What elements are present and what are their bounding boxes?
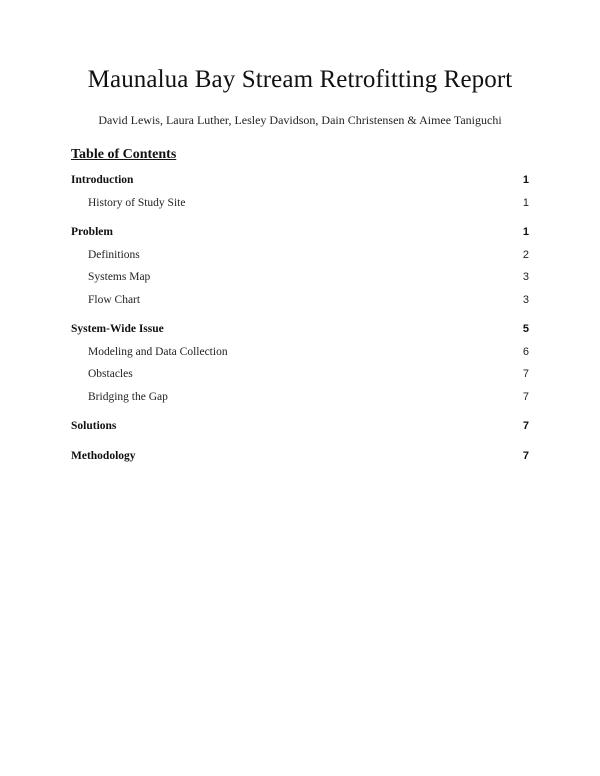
toc-entry-label: Problem bbox=[71, 226, 113, 238]
toc-heading: Table of Contents bbox=[71, 147, 177, 162]
toc-entry-problem[interactable] bbox=[71, 226, 529, 242]
toc-entry-introduction[interactable] bbox=[71, 174, 529, 190]
author-list: David Lewis, Laura Luther, Lesley Davidson, Dain Christensen & Aimee Taniguchi bbox=[98, 113, 502, 127]
toc-entry-obstacles[interactable] bbox=[71, 368, 529, 384]
toc-entry-page: 5 bbox=[522, 323, 529, 335]
toc-entry-label: Bridging the Gap bbox=[88, 391, 168, 403]
toc-entry-page: 7 bbox=[522, 450, 529, 462]
toc-entry-label: Solutions bbox=[71, 420, 117, 432]
document-title: Maunalua Bay Stream Retrofitting Report bbox=[87, 66, 513, 93]
toc-entry-label: System-Wide Issue bbox=[71, 323, 164, 335]
toc-entry-page: 6 bbox=[522, 346, 529, 358]
toc-entry-modeling-and-data-collection[interactable] bbox=[71, 346, 529, 362]
toc-entry-page: 1 bbox=[522, 226, 529, 238]
toc-entry-label: Definitions bbox=[88, 249, 140, 261]
toc-entry-label: Modeling and Data Collection bbox=[88, 346, 228, 358]
toc-entry-page: 7 bbox=[522, 368, 529, 380]
toc-entry-bridging-the-gap[interactable] bbox=[71, 391, 529, 407]
toc-entry-label: Flow Chart bbox=[88, 294, 141, 306]
toc-entry-label: Obstacles bbox=[88, 368, 133, 380]
toc-entry-page: 3 bbox=[522, 271, 529, 283]
toc-entry-page: 2 bbox=[522, 249, 529, 261]
toc-entry-label: Introduction bbox=[71, 174, 134, 186]
toc-entry-label: Methodology bbox=[71, 450, 136, 462]
toc-entry-page: 1 bbox=[522, 174, 529, 186]
toc-entry-page: 7 bbox=[522, 420, 529, 432]
toc-entry-systems-map[interactable] bbox=[71, 271, 529, 287]
toc-entry-label: History of Study Site bbox=[88, 197, 186, 209]
toc-entry-solutions[interactable] bbox=[71, 420, 529, 436]
toc-entry-label: Systems Map bbox=[88, 271, 151, 283]
toc-entry-history-of-study-site[interactable] bbox=[71, 197, 529, 213]
toc-entry-page: 7 bbox=[522, 391, 529, 403]
toc-entry-flow-chart[interactable] bbox=[71, 294, 529, 310]
toc-entry-methodology[interactable] bbox=[71, 450, 529, 466]
toc-entry-system-wide-issue[interactable] bbox=[71, 323, 529, 339]
toc-entry-definitions[interactable] bbox=[71, 249, 529, 265]
toc-entry-page: 1 bbox=[522, 197, 529, 209]
toc-entry-page: 3 bbox=[522, 294, 529, 306]
